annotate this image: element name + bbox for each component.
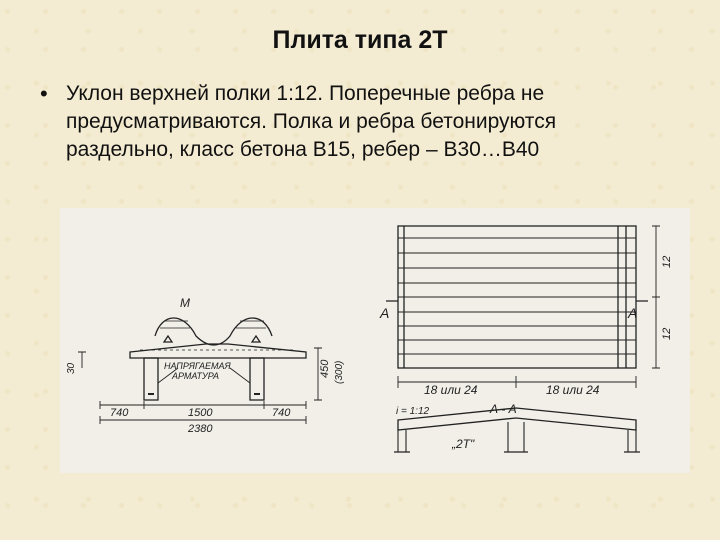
bullet-text (66, 80, 556, 164)
span-right: 18 или 24 (546, 383, 600, 397)
support-symbols (164, 336, 260, 342)
technical-drawing (60, 208, 690, 473)
bullet-line-1: Уклон верхней полки 1:12. Поперечные ребра не (66, 82, 545, 105)
bullet-line-3: раздельно, класс бетона В15, ребер – В30…В40 (66, 138, 540, 161)
section-aa (398, 408, 636, 430)
section-mark-left: А (380, 305, 390, 321)
plan-ribs (398, 238, 636, 354)
slide-title: Плита типа 2Т (272, 26, 448, 54)
dim-right: 740 (272, 407, 291, 419)
bullet-line-2: предусматриваются. Полка и ребра бетонируются (66, 110, 557, 133)
label-moment: М (180, 296, 190, 310)
bullet-marker: • (40, 81, 48, 106)
drawing-svg (60, 208, 690, 473)
dim-middle: 1500 (188, 407, 213, 419)
flange (130, 344, 306, 358)
plan-dim-top: 12 (661, 255, 673, 268)
plan-dim-bottom: 12 (661, 327, 673, 340)
slope-label: i = 1:12 (396, 406, 430, 417)
dim-left: 740 (110, 407, 129, 419)
label-tendon-1: НАПРЯГАЕМАЯ (164, 361, 231, 371)
dim-total: 2380 (188, 423, 213, 435)
dim-flange: 30 (66, 362, 77, 374)
dim-height-alt: (300) (334, 360, 345, 384)
section-mark-right: А (628, 305, 638, 321)
dim-height: 450 (319, 359, 331, 378)
moment-diagram (155, 318, 272, 345)
bullet-item (40, 80, 680, 164)
span-left: 18 или 24 (424, 383, 478, 397)
label-tendon-2: АРМАТУРА (172, 371, 220, 381)
type-label: „2Т" (452, 437, 475, 451)
section-title: А - А (490, 402, 517, 416)
